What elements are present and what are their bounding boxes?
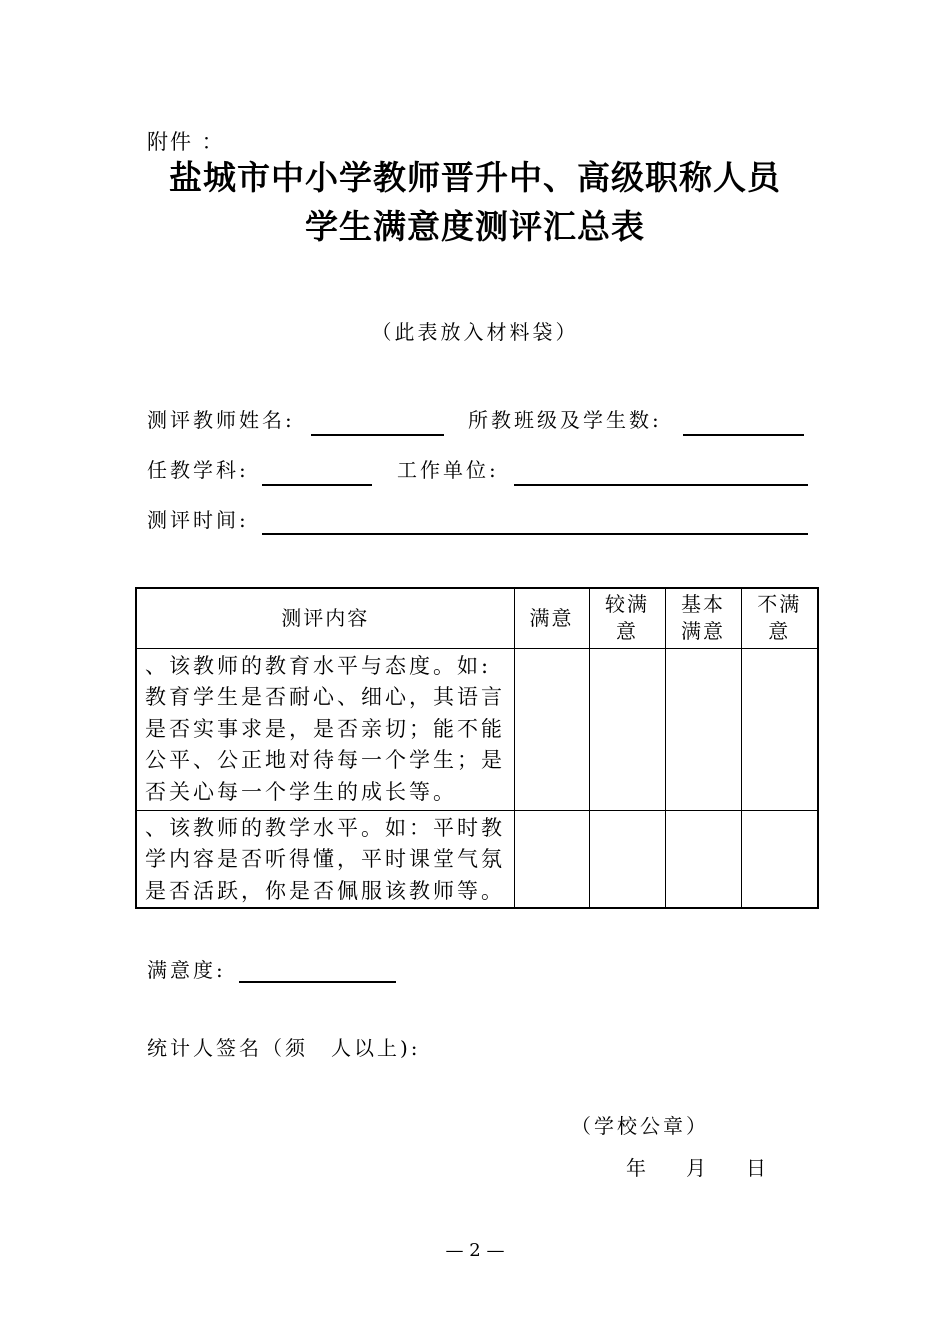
- row-2-fairly-satisfied-cell[interactable]: [589, 810, 665, 908]
- class-count-field[interactable]: [683, 434, 804, 436]
- header-content: 测评内容: [136, 588, 514, 648]
- teacher-name-label: 测评教师姓名:: [147, 408, 295, 432]
- header-fairly-satisfied: 较满意: [589, 588, 665, 648]
- table-row: [136, 648, 818, 810]
- table-row: [136, 810, 818, 908]
- date-year: 年: [626, 1156, 649, 1180]
- workplace-label: 工作单位:: [397, 458, 499, 482]
- statistician-signature-label: 统计人签名（须 人以上):: [147, 1036, 421, 1060]
- page-title-line-2: 学生满意度测评汇总表: [305, 207, 645, 246]
- instruction-note: （此表放入材料袋）: [371, 320, 579, 344]
- row-2-satisfied-cell[interactable]: [514, 810, 589, 908]
- satisfaction-label: 满意度:: [147, 958, 226, 982]
- date-day: 日: [746, 1156, 769, 1180]
- row-1-content: 、该教师的教育水平与态度。如:教育学生是否耐心、细心，其语言是否实事求是，是否亲切；能不能公平、公正地对待每一个学生；是否关心每一个学生的成长等。: [136, 648, 514, 810]
- row-1-satisfied-cell[interactable]: [514, 648, 589, 810]
- page-title-line-1: 盐城市中小学教师晋升中、高级职称人员: [169, 158, 781, 197]
- row-2-not-satisfied-cell[interactable]: [741, 810, 818, 908]
- school-seal-label: （学校公章）: [571, 1114, 709, 1138]
- eval-time-label: 测评时间:: [147, 508, 249, 532]
- table-header-row: [136, 588, 818, 648]
- satisfaction-field[interactable]: [239, 981, 396, 983]
- row-1-fairly-satisfied-cell[interactable]: [589, 648, 665, 810]
- date-month: 月: [686, 1156, 709, 1180]
- header-not-satisfied: 不满意: [741, 588, 818, 648]
- class-count-label: 所教班级及学生数:: [468, 408, 662, 432]
- row-1-not-satisfied-cell[interactable]: [741, 648, 818, 810]
- table-right-border: [817, 587, 819, 906]
- workplace-field[interactable]: [514, 484, 808, 486]
- row-2-basically-satisfied-cell[interactable]: [665, 810, 741, 908]
- page-number: — 2 —: [445, 1240, 505, 1261]
- header-satisfied: 满意: [514, 588, 589, 648]
- teacher-name-field[interactable]: [311, 434, 444, 436]
- eval-time-field[interactable]: [262, 533, 808, 535]
- subject-field[interactable]: [262, 484, 372, 486]
- attachment-label: 附件 ：: [147, 130, 225, 154]
- header-basically-satisfied: 基本满意: [665, 588, 741, 648]
- evaluation-table: [135, 587, 819, 909]
- subject-label: 任教学科:: [147, 458, 249, 482]
- row-2-content: 、该教师的教学水平。如：平时教学内容是否听得懂，平时课堂气氛是否活跃，你是否佩服该教师等。: [136, 810, 514, 908]
- row-1-basically-satisfied-cell[interactable]: [665, 648, 741, 810]
